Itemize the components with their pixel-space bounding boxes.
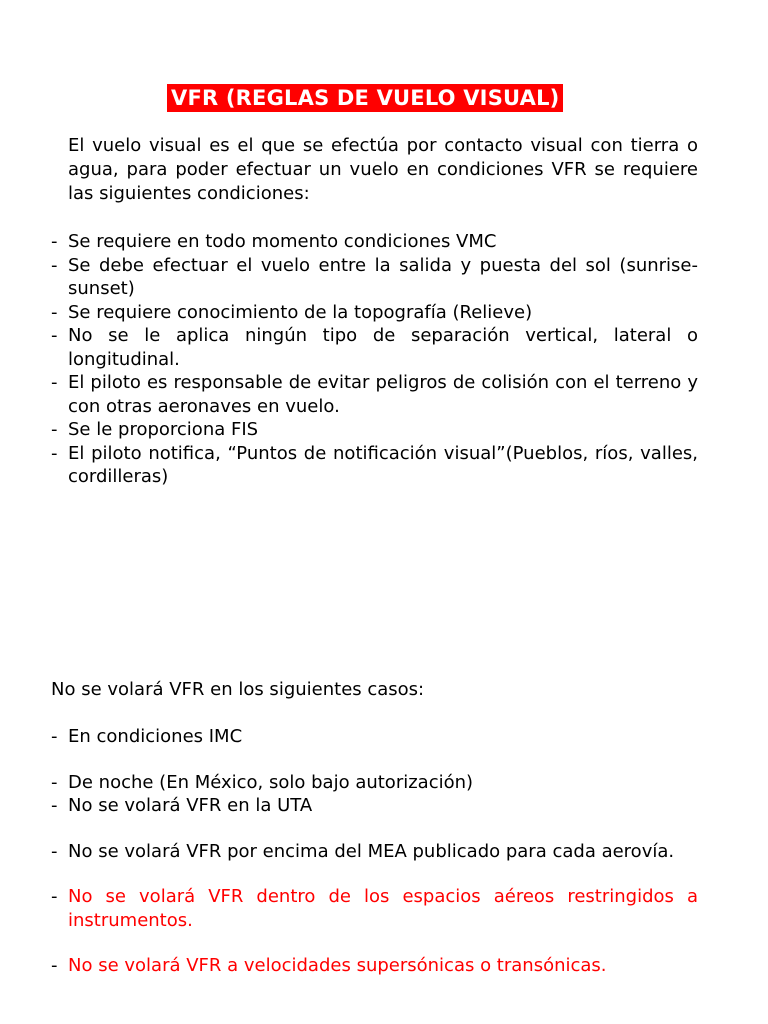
no-vfr-heading: No se volará VFR en los siguientes casos: [51,679,425,700]
list-item-text: No se volará VFR por encima del MEA publicado para cada aerovía. [68,840,675,862]
bullet-dash: - [51,301,58,323]
spacer [51,932,698,954]
list-item [51,885,698,932]
list-item-text: Se requiere conocimiento de la topografía (Relieve) [68,301,533,323]
list-item-text: Se debe efectuar el vuelo entre la salida y puesta del sol (sunrise-sunset) [68,254,698,299]
list-item [51,771,698,795]
document-title: VFR (REGLAS DE VUELO VISUAL) [167,84,563,112]
list-item [51,371,698,418]
list-item [51,230,698,254]
list-item-text: Se le proporciona FIS [68,419,259,440]
list-item-text: No se le aplica ningún tipo de separación vertical, lateral o longitudinal. [68,325,698,370]
spacer [51,818,698,840]
spacer [51,749,698,771]
conditions-list [51,230,698,489]
bullet-dash: - [51,231,58,252]
bullet-dash: - [51,771,58,793]
list-item-text: El piloto es responsable de evitar peligros de colisión con el terreno y con otras aeronaves en vuelo. [68,372,698,417]
no-vfr-cases-list [51,725,698,978]
list-item [51,301,698,325]
bullet-dash: - [51,419,58,440]
list-item-text: No se volará VFR en la UTA [68,795,313,816]
bullet-dash: - [51,886,58,907]
list-item [51,725,698,749]
intro-paragraph: El vuelo visual es el que se efectúa por contacto visual con tierra o agua, para poder efectuar un vuelo en condiciones VFR se requiere las siguientes condiciones: [68,135,698,204]
bullet-dash: - [51,795,58,816]
bullet-dash: - [51,254,58,276]
list-item [51,324,698,371]
list-item [51,954,698,978]
list-item [51,442,698,489]
list-item [51,254,698,301]
list-item-text-highlighted: No se volará VFR dentro de los espacios aéreos restringidos a instrumentos. [68,886,698,931]
bullet-dash: - [51,840,58,862]
list-item-text: Se requiere en todo momento condiciones VMC [68,231,497,252]
list-item [51,418,698,442]
list-item-text: En condiciones IMC [68,726,243,747]
bullet-dash: - [51,442,58,464]
list-item [51,794,698,818]
spacer [51,863,698,885]
list-item-text: De noche (En México, solo bajo autorización) [68,771,474,793]
bullet-dash: - [51,726,58,747]
bullet-dash: - [51,372,58,393]
bullet-dash: - [51,325,58,346]
list-item-text: El piloto notifica, “Puntos de notificación visual”(Pueblos, ríos, valles, cordilleras) [68,442,698,487]
list-item-text-highlighted: No se volará VFR a velocidades supersónicas o transónicas. [68,955,607,976]
list-item [51,840,698,864]
bullet-dash: - [51,955,58,976]
